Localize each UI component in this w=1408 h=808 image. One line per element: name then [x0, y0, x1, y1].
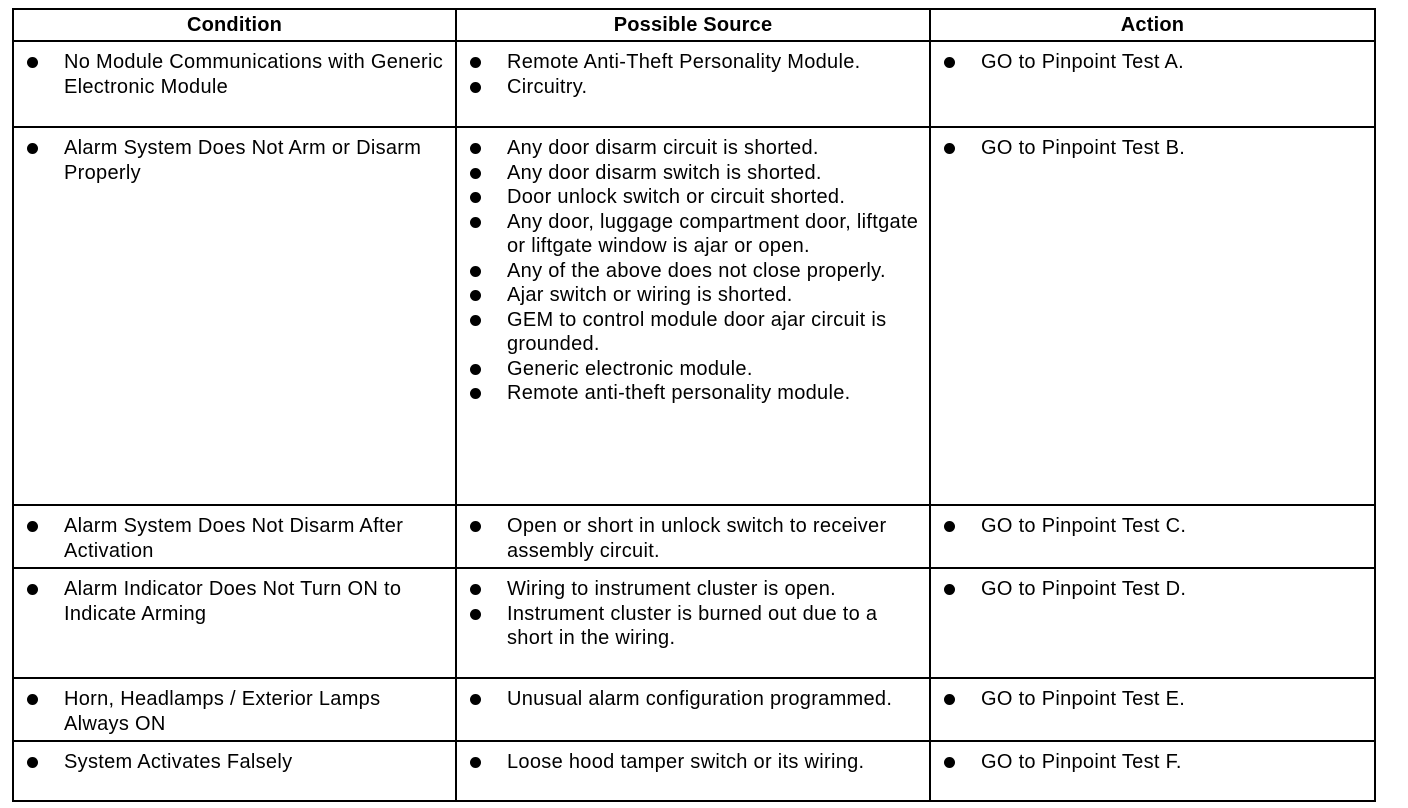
bullet-list: [931, 128, 1374, 165]
source-item: GEM to control module door ajar circuit is grounded.: [457, 308, 919, 357]
action-item: GO to Pinpoint Test E.: [931, 687, 1364, 712]
action-item: GO to Pinpoint Test C.: [931, 514, 1364, 539]
condition-cell: [13, 568, 456, 678]
header-row: [13, 9, 1375, 41]
condition-item: No Module Communications with Generic Electronic Module: [14, 50, 445, 99]
diagnosis-chart: [12, 8, 1374, 798]
source-item: Open or short in unlock switch to receiver assembly circuit.: [457, 514, 919, 563]
bullet-list: [931, 569, 1374, 606]
action-item: GO to Pinpoint Test A.: [931, 50, 1364, 75]
action-item: GO to Pinpoint Test D.: [931, 577, 1364, 602]
source-item: Generic electronic module.: [457, 357, 919, 382]
bullet-list: [457, 506, 929, 567]
condition-cell: [13, 741, 456, 801]
bullet-list: [931, 679, 1374, 716]
source-item: Wiring to instrument cluster is open.: [457, 577, 919, 602]
source-item: Any door disarm switch is shorted.: [457, 161, 919, 186]
bullet-list: [14, 679, 455, 740]
source-item: Ajar switch or wiring is shorted.: [457, 283, 919, 308]
condition-cell: [13, 505, 456, 568]
source-item: Unusual alarm configuration programmed.: [457, 687, 919, 712]
condition-cell: [13, 127, 456, 505]
possible-source-cell: [456, 127, 930, 505]
bullet-list: [931, 506, 1374, 543]
possible-source-cell: [456, 741, 930, 801]
source-item: Remote anti-theft personality module.: [457, 381, 919, 406]
condition-cell: [13, 41, 456, 127]
possible-source-cell: [456, 505, 930, 568]
action-item: GO to Pinpoint Test B.: [931, 136, 1364, 161]
table-row: [13, 41, 1375, 127]
bullet-list: [14, 506, 455, 567]
symptom-table: [12, 8, 1376, 802]
bullet-list: [457, 679, 929, 716]
table-row: [13, 505, 1375, 568]
bullet-list: [14, 742, 455, 779]
source-item: Any of the above does not close properly.: [457, 259, 919, 284]
condition-item: Alarm System Does Not Arm or Disarm Properly: [14, 136, 445, 185]
source-item: Remote Anti-Theft Personality Module.: [457, 50, 919, 75]
action-cell: [930, 41, 1375, 127]
source-item: Any door disarm circuit is shorted.: [457, 136, 919, 161]
action-item: GO to Pinpoint Test F.: [931, 750, 1364, 775]
bullet-list: [931, 42, 1374, 79]
condition-cell: [13, 678, 456, 741]
possible-source-cell: [456, 41, 930, 127]
bullet-list: [457, 742, 929, 779]
table-row: [13, 741, 1375, 801]
action-cell: [930, 568, 1375, 678]
possible-source-cell: [456, 678, 930, 741]
source-item: Any door, luggage compartment door, liftgate or liftgate window is ajar or open.: [457, 210, 919, 259]
source-item: Door unlock switch or circuit shorted.: [457, 185, 919, 210]
source-item: Instrument cluster is burned out due to a short in the wiring.: [457, 602, 919, 651]
condition-header: Condition: [13, 9, 456, 41]
possible-source-cell: [456, 568, 930, 678]
condition-item: Alarm System Does Not Disarm After Activation: [14, 514, 445, 563]
bullet-list: [457, 128, 929, 410]
source-item: Circuitry.: [457, 75, 919, 100]
action-cell: [930, 741, 1375, 801]
bullet-list: [14, 42, 455, 103]
source-item: Loose hood tamper switch or its wiring.: [457, 750, 919, 775]
condition-item: Alarm Indicator Does Not Turn ON to Indicate Arming: [14, 577, 445, 626]
table-body: [13, 41, 1375, 801]
table-row: [13, 127, 1375, 505]
action-cell: [930, 127, 1375, 505]
table-row: [13, 678, 1375, 741]
possible-source-header: Possible Source: [456, 9, 930, 41]
action-cell: [930, 505, 1375, 568]
bullet-list: [457, 569, 929, 655]
action-cell: [930, 678, 1375, 741]
bullet-list: [931, 742, 1374, 779]
action-header: Action: [930, 9, 1375, 41]
condition-item: System Activates Falsely: [14, 750, 445, 775]
condition-item: Horn, Headlamps / Exterior Lamps Always ON: [14, 687, 445, 736]
table-row: [13, 568, 1375, 678]
bullet-list: [14, 569, 455, 630]
bullet-list: [457, 42, 929, 103]
bullet-list: [14, 128, 455, 189]
